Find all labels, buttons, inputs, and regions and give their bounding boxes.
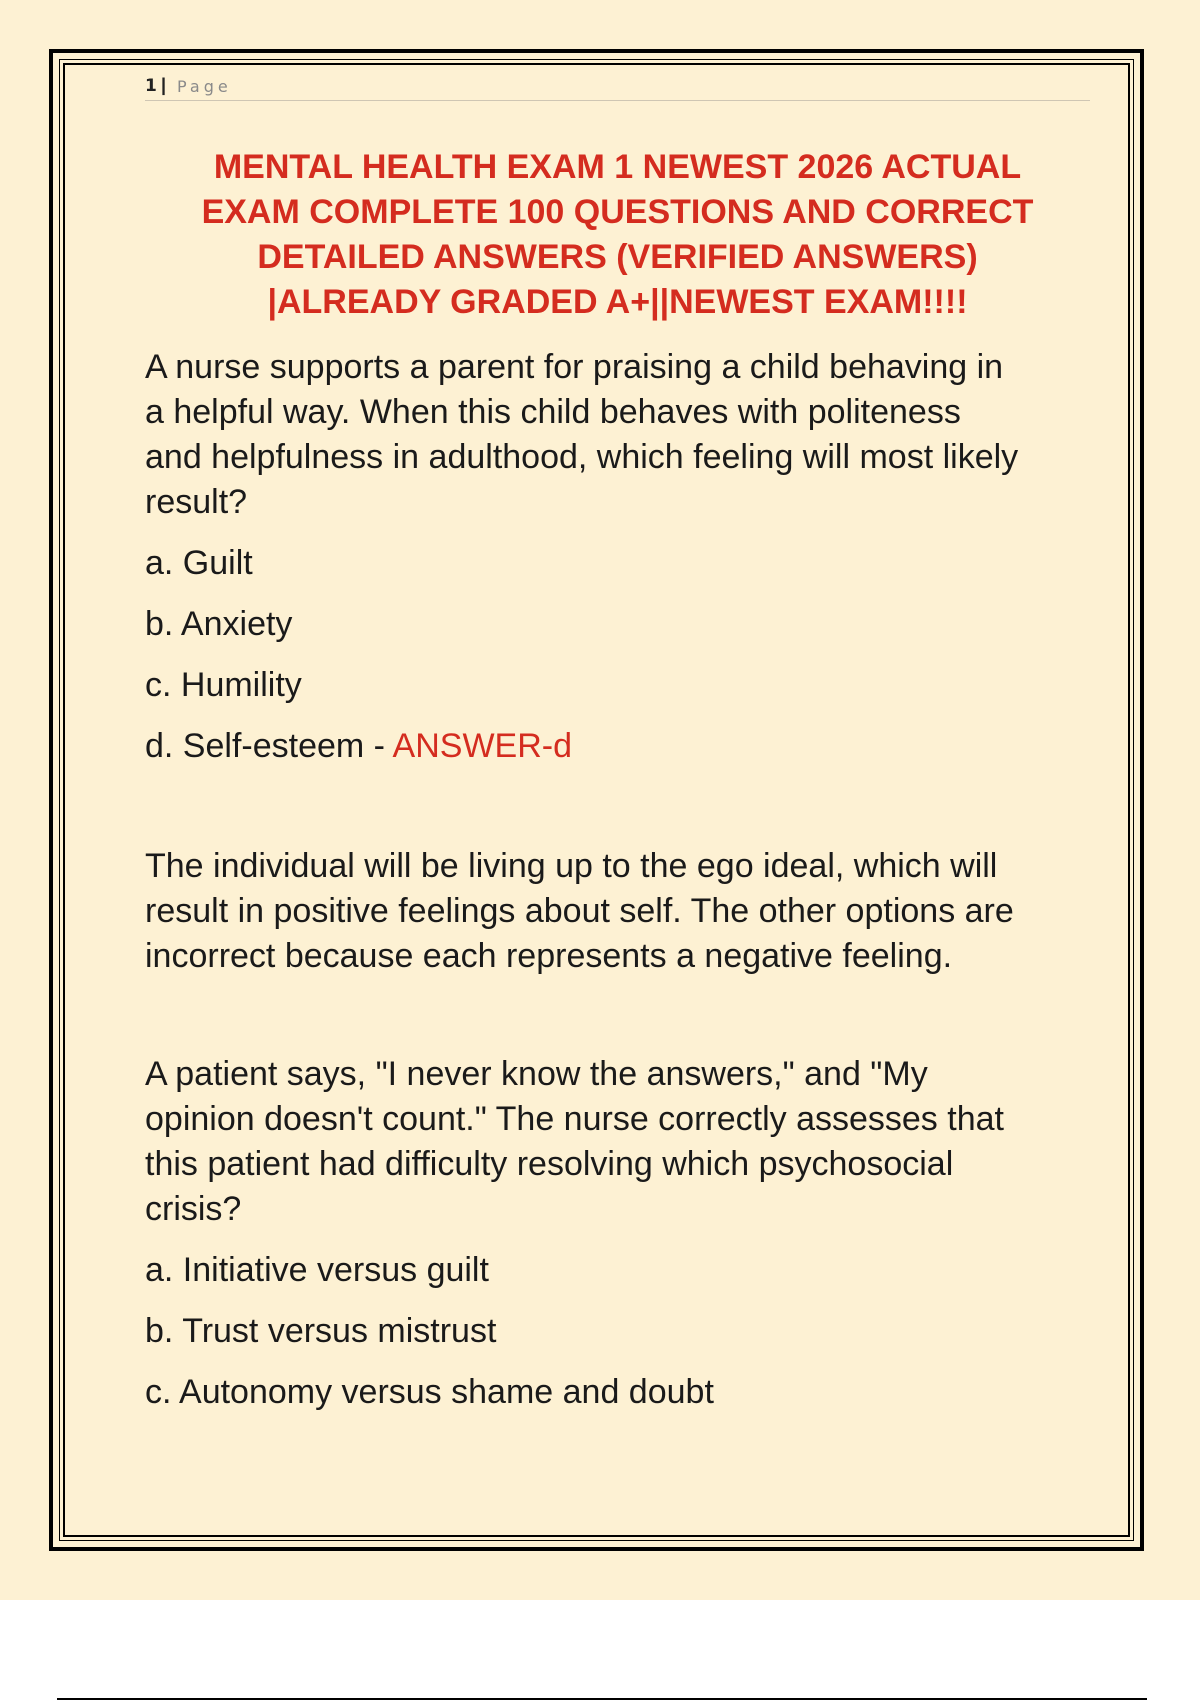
title-line: |ALREADY GRADED A+||NEWEST EXAM!!!! [267, 283, 968, 321]
question-2-option-c: c. Autonomy versus shame and doubt [145, 1373, 714, 1411]
page-number: 1 [145, 76, 157, 96]
question-1-option-c: c. Humility [145, 666, 302, 704]
question-line: opinion doesn't count." The nurse correctly assesses that [145, 1100, 1004, 1138]
question-line: A nurse supports a parent for praising a child behaving in [145, 348, 1004, 386]
question-1-option-d [145, 724, 1090, 769]
question-1-option-b: b. Anxiety [145, 605, 293, 643]
question-line: crisis? [145, 1190, 242, 1228]
question-1-option-a: a. Guilt [145, 544, 253, 582]
rationale-line: The individual will be living up to the ego ideal, which will [145, 847, 998, 885]
question-2-stem [145, 1052, 1090, 1232]
question-2-option-b: b. Trust versus mistrust [145, 1312, 497, 1350]
document-title [145, 145, 1090, 325]
document-content [145, 70, 1090, 1415]
option-d-label: d. Self-esteem - [145, 727, 393, 765]
page-header [145, 70, 1090, 101]
question-2-option-a: a. Initiative versus guilt [145, 1251, 489, 1289]
question-line: A patient says, "I never know the answers," and "My [145, 1055, 928, 1093]
page-label: Page [177, 77, 232, 96]
title-line: DETAILED ANSWERS (VERIFIED ANSWERS) [257, 238, 978, 276]
answer-key: ANSWER-d [392, 727, 573, 765]
question-1-rationale [145, 844, 1090, 979]
rationale-line: result in positive feelings about self. The other options are [145, 892, 1014, 930]
question-line: and helpfulness in adulthood, which feeling will most likely [145, 438, 1019, 476]
question-line: result? [145, 483, 248, 521]
question-1-stem [145, 345, 1090, 525]
question-line: a helpful way. When this child behaves with politeness [145, 393, 961, 431]
title-line: EXAM COMPLETE 100 QUESTIONS AND CORRECT [201, 193, 1034, 231]
question-line: this patient had difficulty resolving which psychosocial [145, 1145, 954, 1183]
rationale-line: incorrect because each represents a negative feeling. [145, 937, 953, 975]
page-separator: | [161, 75, 167, 95]
title-line: MENTAL HEALTH EXAM 1 NEWEST 2026 ACTUAL [213, 148, 1022, 186]
